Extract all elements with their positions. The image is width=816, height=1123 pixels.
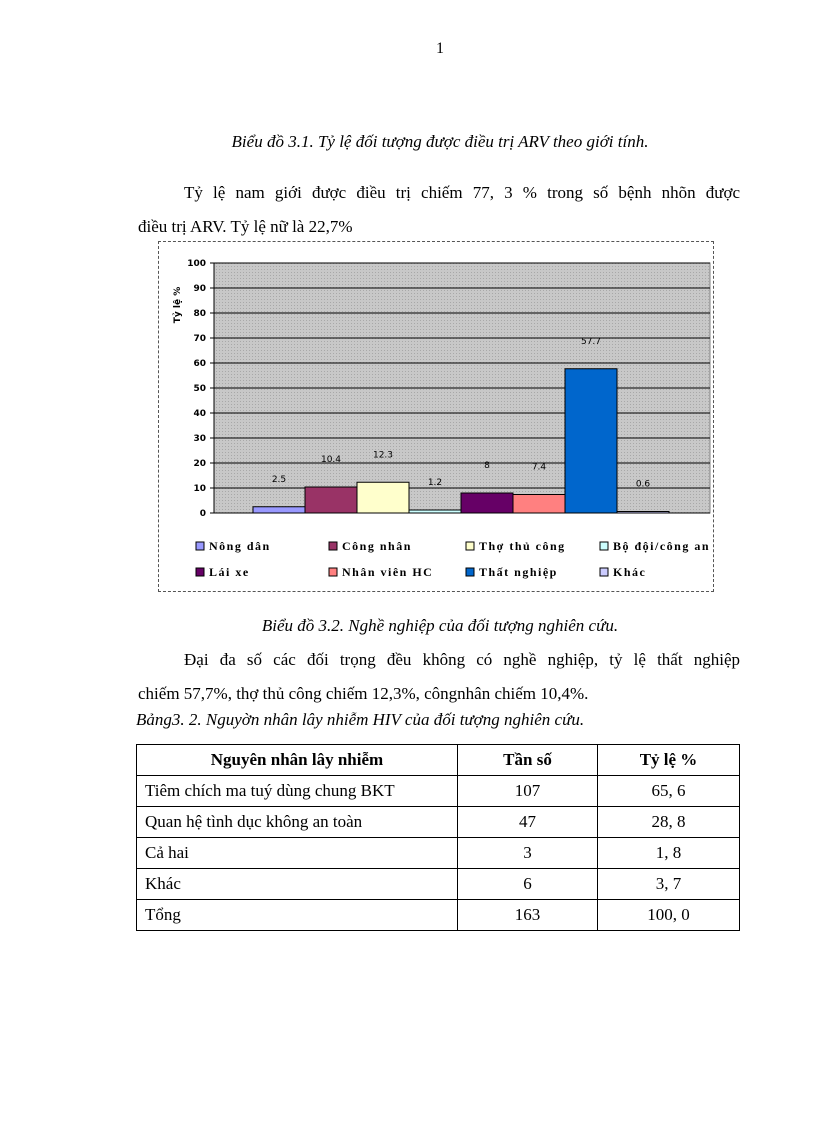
legend-swatch — [329, 568, 337, 576]
legend-swatch — [600, 542, 608, 550]
paragraph-line: điều trị ARV. Tỷ lệ nữ là 22,7% — [138, 217, 353, 236]
y-tick-label: 60 — [193, 359, 206, 369]
occupation-chart-frame — [158, 241, 714, 592]
bar — [409, 510, 461, 513]
y-tick-label: 80 — [193, 309, 206, 319]
y-tick-label: 90 — [193, 284, 206, 294]
y-tick-label: 30 — [193, 434, 206, 444]
legend-swatch — [466, 568, 474, 576]
table-row — [137, 807, 740, 838]
paragraph-gender — [138, 176, 740, 244]
cell-frequency: 163 — [458, 900, 598, 931]
bar — [357, 482, 409, 513]
legend-swatch — [196, 542, 204, 550]
page-number: 1 — [436, 40, 444, 57]
cell-cause: Cả hai — [137, 838, 458, 869]
y-tick-label: 50 — [193, 384, 206, 394]
y-tick-label: 10 — [193, 484, 206, 494]
column-header-percent: Tỷ lệ % — [598, 745, 740, 776]
y-tick-label: 40 — [193, 409, 206, 419]
bar — [617, 512, 669, 514]
figure-caption-3-2: Biểu đồ 3.2. Nghề nghiệp của đối tượng nghiên cứu. — [261, 616, 619, 635]
legend-label: Công nhân — [342, 539, 412, 553]
paragraph-line: Tỷ lệ nam giới được điều trị chiếm 77, 3 % trong số bệnh nhõn được — [184, 183, 740, 202]
cell-percent: 100, 0 — [598, 900, 740, 931]
bar — [513, 495, 565, 514]
cell-cause: Quan hệ tình dục không an toàn — [137, 807, 458, 838]
y-tick-label: 100 — [187, 259, 206, 269]
legend-label: Thợ thủ công — [479, 539, 566, 553]
cell-cause: Tiêm chích ma tuý dùng chung BKT — [137, 776, 458, 807]
data-label: 10.4 — [320, 455, 342, 465]
data-label: 0.6 — [635, 479, 651, 490]
paragraph-line: chiếm 57,7%, thợ thủ công chiếm 12,3%, côngnhân chiếm 10,4%. — [138, 684, 589, 703]
bar — [253, 507, 305, 513]
data-label: 7.4 — [531, 462, 547, 473]
data-label: 1.2 — [427, 478, 443, 488]
y-tick-label: 0 — [199, 509, 206, 519]
cell-percent: 1, 8 — [598, 838, 740, 869]
y-tick-label: 20 — [193, 459, 206, 469]
cell-percent: 65, 6 — [598, 776, 740, 807]
table-header-row — [137, 745, 740, 776]
data-label: 57.7 — [580, 336, 602, 347]
data-label: 12.3 — [372, 450, 394, 461]
table-row — [137, 776, 740, 807]
cell-frequency: 6 — [458, 869, 598, 900]
cell-percent: 3, 7 — [598, 869, 740, 900]
legend-label: Nông dân — [209, 539, 271, 553]
legend-label: Nhân viên HC — [342, 565, 434, 579]
data-label: 8 — [484, 461, 490, 471]
paragraph-line: Đại đa số các đối trọng đều không có nghề nghiệp, tỷ lệ thất nghiệp — [184, 650, 740, 669]
cell-frequency: 3 — [458, 838, 598, 869]
legend-label: Thất nghiệp — [479, 565, 558, 579]
figure-caption-3-1: Biểu đồ 3.1. Tỷ lệ đối tượng được điều trị ARV theo giới tính. — [231, 132, 649, 151]
cell-cause: Tổng — [137, 900, 458, 931]
legend-swatch — [466, 542, 474, 550]
legend-label: Bộ đội/công an — [613, 539, 711, 553]
table-caption: Bảng3. 2. Nguyờn nhân lây nhiễm HIV của đối tượng nghiên cứu. — [136, 710, 585, 729]
infection-cause-table — [136, 744, 740, 931]
cell-percent: 28, 8 — [598, 807, 740, 838]
paragraph-occupation — [138, 643, 740, 711]
y-axis-label: Tỷ lệ % — [173, 286, 183, 324]
legend-label: Khác — [613, 565, 647, 579]
table-row — [137, 838, 740, 869]
table-row — [137, 900, 740, 931]
legend-swatch — [196, 568, 204, 576]
cell-frequency: 107 — [458, 776, 598, 807]
occupation-bar-chart — [159, 242, 715, 593]
legend-swatch — [600, 568, 608, 576]
bar — [305, 487, 357, 513]
column-header-cause: Nguyên nhân lây nhiễm — [137, 745, 458, 776]
column-header-frequency: Tần số — [458, 745, 598, 776]
data-label: 2.5 — [271, 474, 287, 485]
legend-swatch — [329, 542, 337, 550]
bar — [461, 493, 513, 513]
table-row — [137, 869, 740, 900]
cell-cause: Khác — [137, 869, 458, 900]
y-tick-label: 70 — [193, 334, 206, 344]
bar — [565, 369, 617, 513]
cell-frequency: 47 — [458, 807, 598, 838]
legend-label: Lái xe — [209, 565, 250, 579]
